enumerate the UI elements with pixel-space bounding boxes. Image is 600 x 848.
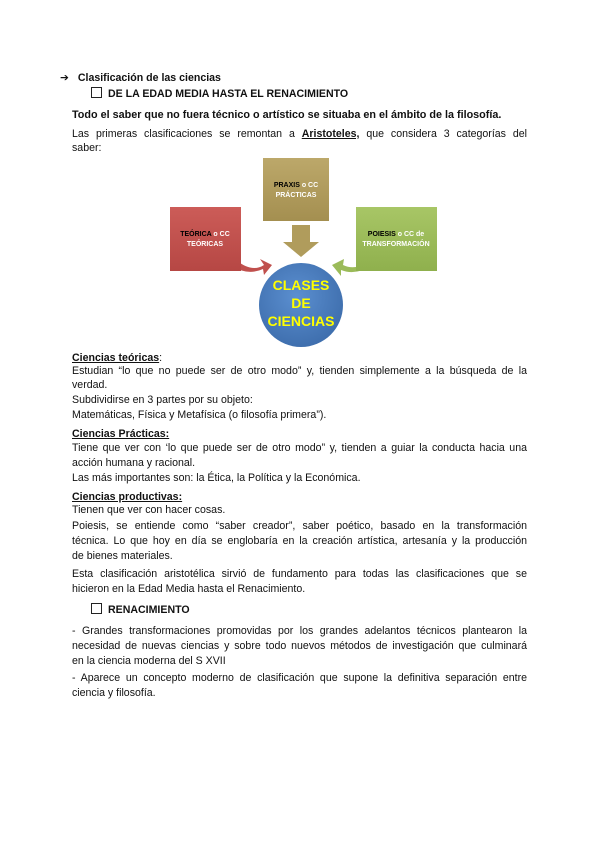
- teorica-connector: o CC: [213, 231, 230, 238]
- intro-line-2: saber:: [72, 142, 102, 154]
- center-label-1: CLASES: [272, 277, 330, 293]
- intro-line-1-a: Las primeras clasificaciones se remontan a: [72, 128, 295, 140]
- center-label-3: CIENCIAS: [267, 313, 335, 329]
- practicas-line-1: Tiene que ver con ‘lo que puede ser de otro modo” y, tienden a guiar la conducta hacia una: [72, 442, 527, 454]
- intro-bold-line: Todo el saber que no fuera técnico o artístico se situaba en el ámbito de la filosofía.: [72, 109, 502, 121]
- svg-text:TEÓRICA o CC: [180, 229, 230, 238]
- teoricas-line-2: verdad.: [72, 379, 108, 391]
- center-label-2: DE: [291, 295, 311, 311]
- teoricas-line-4: Matemáticas, Física y Metafísica (o filosofía primera”).: [72, 409, 327, 421]
- teorica-box: [170, 207, 241, 271]
- productivas-line-6: hicieron en la Edad Media hasta el Renacimiento.: [72, 583, 306, 595]
- productivas-line-3: técnica. Lo que hoy en día se englobaría en la creación artística, artesanía y la producción: [72, 535, 527, 547]
- praxis-rest: PRÁCTICAS: [275, 192, 317, 199]
- arrow-icon: ➔: [60, 72, 69, 84]
- teoricas-heading-colon: :: [159, 352, 163, 364]
- renacimiento-p1-line-3: en la ciencia moderna del S XVII: [72, 655, 226, 667]
- practicas-heading: Ciencias Prácticas:: [72, 428, 170, 440]
- renacimiento-p2-line-1: - Aparece un concepto moderno de clasificación que supone la definitiva separación entre: [72, 672, 527, 684]
- classification-diagram: [160, 155, 450, 350]
- productivas-line-2: Poiesis, se entiende como “saber creador”, saber poético, basado en la transformación: [72, 520, 527, 532]
- subsection-edad-media-label: DE LA EDAD MEDIA HASTA EL RENACIMIENTO: [108, 88, 349, 100]
- productivas-line-4: de bienes materiales.: [72, 550, 173, 562]
- intro-line-1: [72, 127, 527, 141]
- arrow-down-icon: [283, 225, 319, 257]
- practicas-line-2: acción humana y racional.: [72, 457, 196, 469]
- subsection-edad-media: [91, 87, 348, 101]
- teoricas-line-3: Subdividirse en 3 partes por su objeto:: [72, 394, 253, 406]
- intro-line-1-b: que considera 3 categorías del: [366, 128, 527, 140]
- praxis-connector: o CC: [301, 182, 319, 189]
- poiesis-connector: o CC de: [397, 231, 425, 238]
- teoricas-heading-text: Ciencias teóricas: [72, 352, 160, 364]
- praxis-keyword: PRAXIS: [273, 182, 300, 189]
- subsection-renacimiento-label: RENACIMIENTO: [108, 604, 190, 616]
- poiesis-rest: TRANSFORMACIÓN: [362, 241, 430, 248]
- praxis-box: [263, 158, 329, 221]
- productivas-line-5: Esta clasificación aristotélica sirvió de fundamento para todas las clasificaciones que se: [72, 568, 527, 580]
- subsection-renacimiento: [91, 603, 190, 617]
- section-title-text: Clasificación de las ciencias: [77, 72, 221, 84]
- renacimiento-p1-line-1: - Grandes transformaciones promovidas por los grandes adelantos técnicos plantearon la: [72, 625, 527, 637]
- practicas-line-3: Las más importantes son: la Ética, la Política y la Económica.: [72, 472, 361, 484]
- poiesis-keyword: POIESIS: [367, 231, 396, 238]
- renacimiento-p2-line-2: ciencia y filosofía.: [72, 687, 156, 699]
- aristoteles-name: Aristoteles,: [301, 128, 360, 140]
- teorica-rest: TEÓRICAS: [186, 241, 224, 248]
- teoricas-heading: [72, 351, 162, 365]
- svg-text:PRAXIS o CC: [274, 182, 318, 189]
- productivas-heading: Ciencias productivas:: [72, 491, 183, 503]
- productivas-line-1: Tienen que ver con hacer cosas.: [72, 504, 226, 516]
- teoricas-line-1: Estudian “lo que no puede ser de otro modo” y, tienden simplemente a la búsqueda de la: [72, 365, 527, 377]
- section-title: [60, 71, 221, 85]
- renacimiento-p1-line-2: necesidad de nuevas ciencias y sobre todo nuevos métodos de investigación que culminará: [72, 640, 527, 652]
- svg-text:POIESIS o CC de: [368, 231, 425, 238]
- checkbox-icon: [91, 603, 102, 614]
- teorica-keyword: TEÓRICA: [180, 231, 212, 238]
- checkbox-icon: [91, 87, 102, 98]
- poiesis-box: [356, 207, 437, 271]
